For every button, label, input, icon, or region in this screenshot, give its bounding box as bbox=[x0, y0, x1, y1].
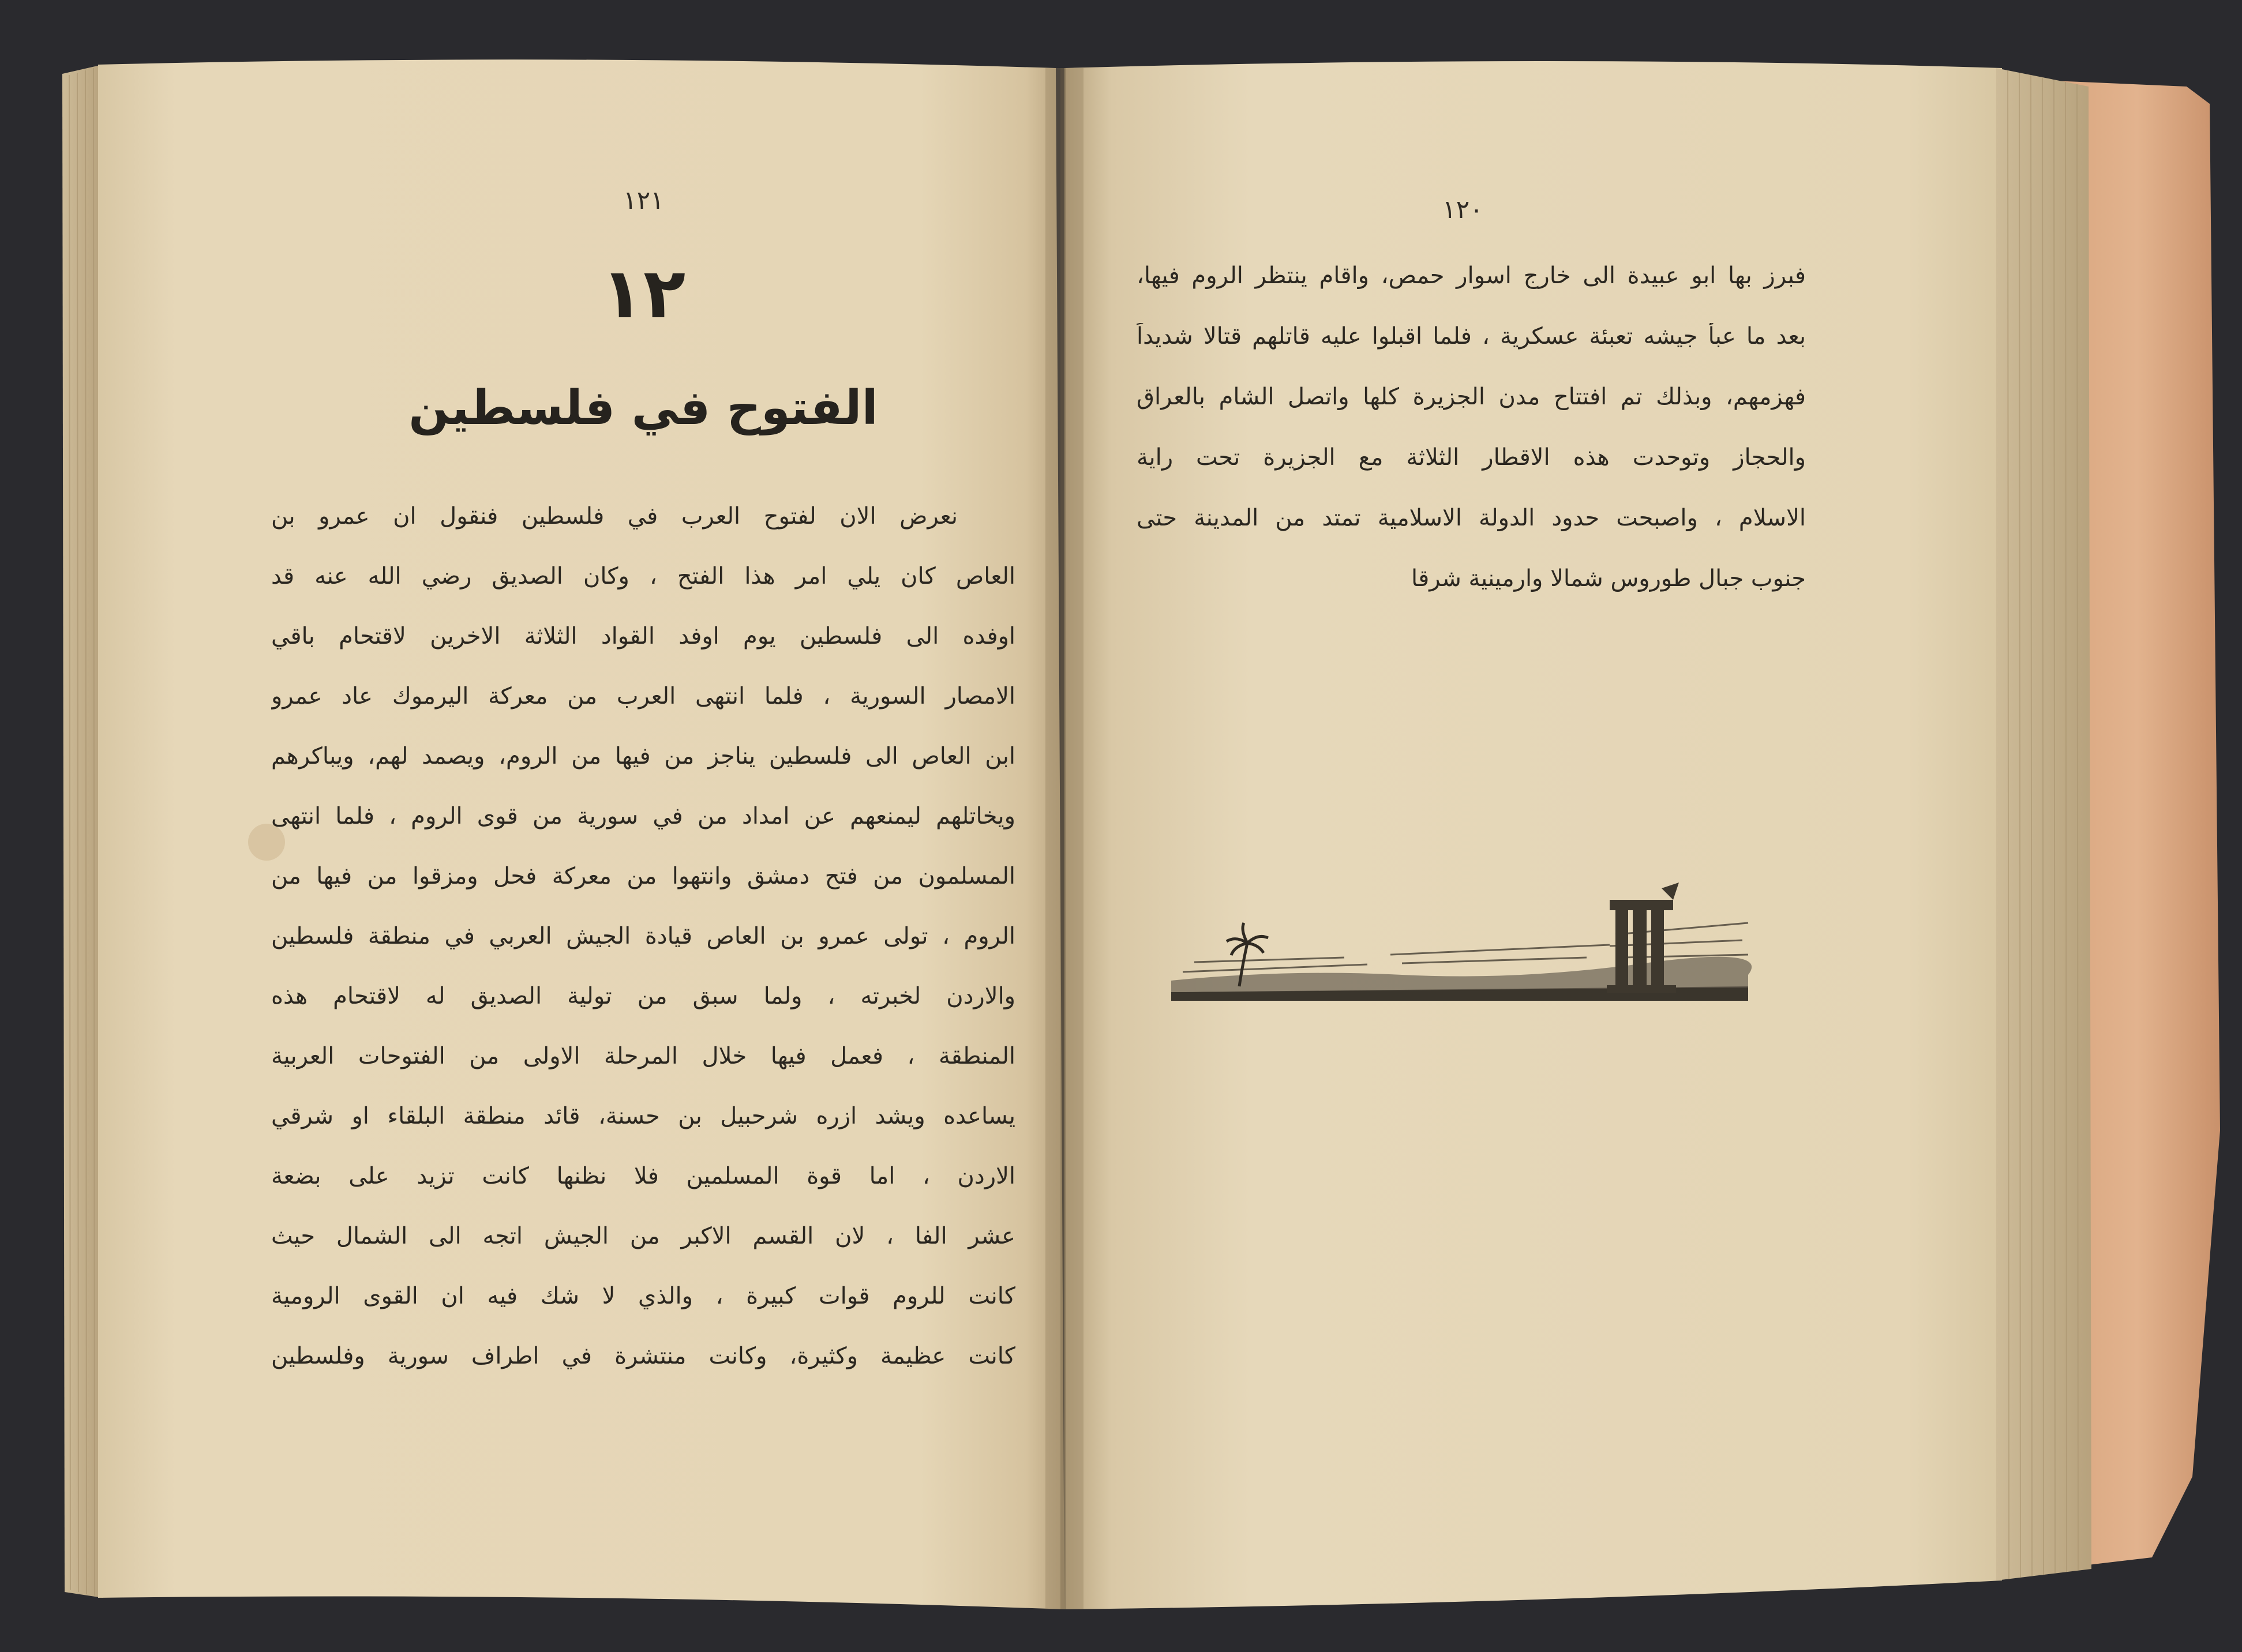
text-line: جنوب جبال طوروس شمالا وارمينية شرقا bbox=[1411, 565, 1806, 592]
left-page-content bbox=[271, 0, 1015, 1652]
left-body-text bbox=[271, 0, 1015, 1652]
text-line: المسلمون من فتح دمشق وانتهوا من معركة فحل ومزقوا من فيها من bbox=[271, 863, 1015, 889]
text-line: والاردن لخبرته ، ولما سبق من تولية الصديق له لاقتحام هذه bbox=[271, 983, 1015, 1009]
text-line: والحجاز وتوحدت هذه الاقطار الثلاثة مع الجزيرة تحت راية bbox=[1137, 444, 1806, 471]
chapter-number: ١٢ bbox=[601, 254, 686, 334]
text-line: فهزمهم، وبذلك تم افتتاح مدن الجزيرة كلها واتصل الشام بالعراق bbox=[1137, 384, 1806, 410]
text-line: عشر الفا ، لان القسم الاكبر من الجيش اتجه الى الشمال حيث bbox=[271, 1223, 1015, 1249]
text-line: فبرز بها ابو عبيدة الى خارج اسوار حمص، واقام ينتظر الروم فيها، bbox=[1137, 262, 1806, 289]
text-line: كانت للروم قوات كبيرة ، والذي لا شك فيه ان القوى الرومية bbox=[271, 1283, 1015, 1309]
text-line: يساعده ويشد ازره شرحبيل بن حسنة، قائد منطقة البلقاء او شرقي bbox=[271, 1103, 1015, 1129]
text-line: الاسلام ، واصبحت حدود الدولة الاسلامية تمتد من المدينة حتى bbox=[1137, 505, 1806, 531]
page-number-left: ١٢١ bbox=[623, 186, 664, 215]
text-line: بعد ما عبأ جيشه تعبئة عسكرية ، فلما اقبلوا عليه قاتلهم قتالا شديداً bbox=[1137, 323, 1806, 350]
text-line: الاردن ، اما قوة المسلمين فلا نظنها كانت تزيد على بضعة bbox=[271, 1163, 1015, 1189]
text-line: العاص كان يلي امر هذا الفتح ، وكان الصديق رضي الله عنه قد bbox=[271, 563, 1015, 590]
right-body-text bbox=[1137, 0, 1806, 1652]
text-line: الروم ، تولى عمرو بن العاص قيادة الجيش العربي في منطقة فلسطين bbox=[271, 923, 1015, 949]
text-line: المنطقة ، فعمل فيها خلال المرحلة الاولى من الفتوحات العربية bbox=[271, 1043, 1015, 1069]
text-line: ابن العاص الى فلسطين يناجز من فيها من الروم، ويصمد لهم، ويباكرهم bbox=[271, 743, 1015, 769]
text-line: نعرض الان لفتوح العرب في فلسطين فنقول ان عمرو بن bbox=[271, 503, 958, 530]
text-line: كانت عظيمة وكثيرة، وكانت منتشرة في اطراف سورية وفلسطين bbox=[271, 1343, 1015, 1369]
text-line: الامصار السورية ، فلما انتهى العرب من معركة اليرموك عاد عمرو bbox=[271, 683, 1015, 709]
right-page-content bbox=[1137, 0, 1806, 1652]
chapter-title: الفتوح في فلسطين bbox=[408, 381, 878, 435]
text-line: اوفده الى فلسطين يوم اوفد القواد الثلاثة الاخرين لاقتحام باقي bbox=[271, 623, 1015, 649]
text-line: ويخاتلهم ليمنعهم عن امداد من في سورية من قوى الروم ، فلما انتهى bbox=[271, 803, 1015, 829]
page-number-right: ١٢٠ bbox=[1442, 195, 1483, 224]
